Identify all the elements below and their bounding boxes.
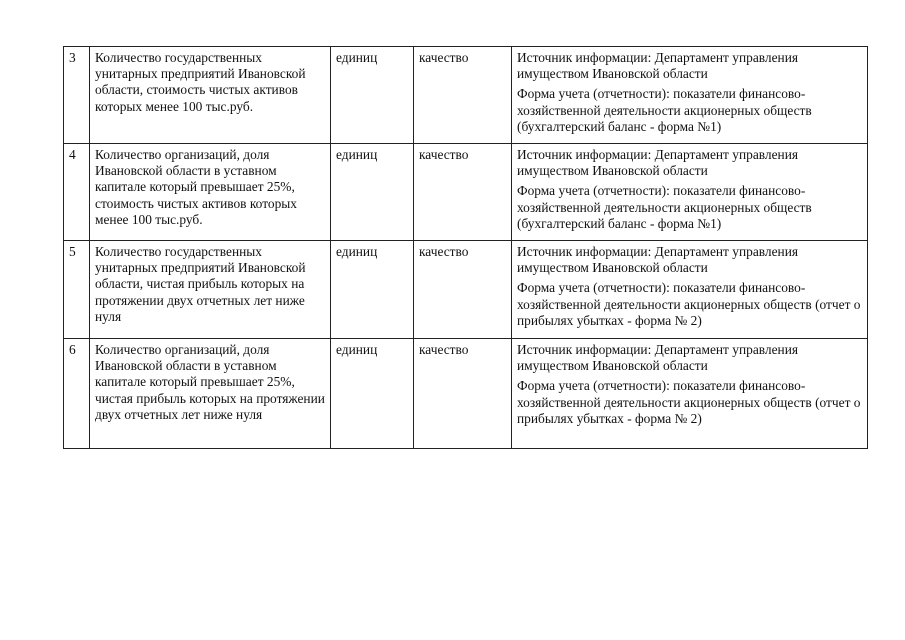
type-cell: качество bbox=[414, 47, 512, 144]
row-number: 5 bbox=[64, 241, 90, 339]
indicator-name: Количество государственных унитарных предприятий Ивановской области, стоимость чистых активов которых менее 100 тыс.руб. bbox=[90, 47, 331, 144]
indicator-name: Количество организаций, доля Ивановской области в уставном капитале который превышает 25%, чистая прибыль которых на протяжении двух отчетных лет ниже нуля bbox=[90, 339, 331, 449]
type-cell: качество bbox=[414, 339, 512, 449]
unit-cell: единиц bbox=[331, 241, 414, 339]
source-cell bbox=[512, 144, 868, 241]
form-text: Форма учета (отчетности): показатели финансово-хозяйственной деятельности акционерных обществ (отчет о прибылях убытках - форма № 2) bbox=[517, 280, 861, 328]
table-row bbox=[64, 339, 868, 449]
unit-cell: единиц bbox=[331, 339, 414, 449]
form-text: Форма учета (отчетности): показатели финансово-хозяйственной деятельности акционерных обществ (бухгалтерский баланс - форма №1) bbox=[517, 183, 812, 231]
row-number: 3 bbox=[64, 47, 90, 144]
indicators-table bbox=[63, 46, 868, 449]
table-row bbox=[64, 144, 868, 241]
row-number: 6 bbox=[64, 339, 90, 449]
form-text: Форма учета (отчетности): показатели финансово-хозяйственной деятельности акционерных обществ (бухгалтерский баланс - форма №1) bbox=[517, 86, 812, 134]
source-cell bbox=[512, 47, 868, 144]
type-cell: качество bbox=[414, 241, 512, 339]
source-cell bbox=[512, 339, 868, 449]
table-row bbox=[64, 241, 868, 339]
source-text: Источник информации: Департамент управления имуществом Ивановской области bbox=[517, 50, 799, 82]
indicator-name: Количество государственных унитарных предприятий Ивановской области, чистая прибыль которых на протяжении двух отчетных лет ниже нуля bbox=[90, 241, 331, 339]
type-cell: качество bbox=[414, 144, 512, 241]
unit-cell: единиц bbox=[331, 47, 414, 144]
source-cell bbox=[512, 241, 868, 339]
table-row bbox=[64, 47, 868, 144]
unit-cell: единиц bbox=[331, 144, 414, 241]
form-text: Форма учета (отчетности): показатели финансово-хозяйственной деятельности акционерных обществ (отчет о прибылях убытках - форма № 2) bbox=[517, 378, 861, 426]
source-text: Источник информации: Департамент управления имуществом Ивановской области bbox=[517, 147, 799, 179]
row-number: 4 bbox=[64, 144, 90, 241]
source-text: Источник информации: Департамент управления имуществом Ивановской области bbox=[517, 342, 799, 374]
indicator-name: Количество организаций, доля Ивановской области в уставном капитале который превышает 25%, стоимость чистых активов которых менее 100 тыс.руб. bbox=[90, 144, 331, 241]
source-text: Источник информации: Департамент управления имуществом Ивановской области bbox=[517, 244, 799, 276]
